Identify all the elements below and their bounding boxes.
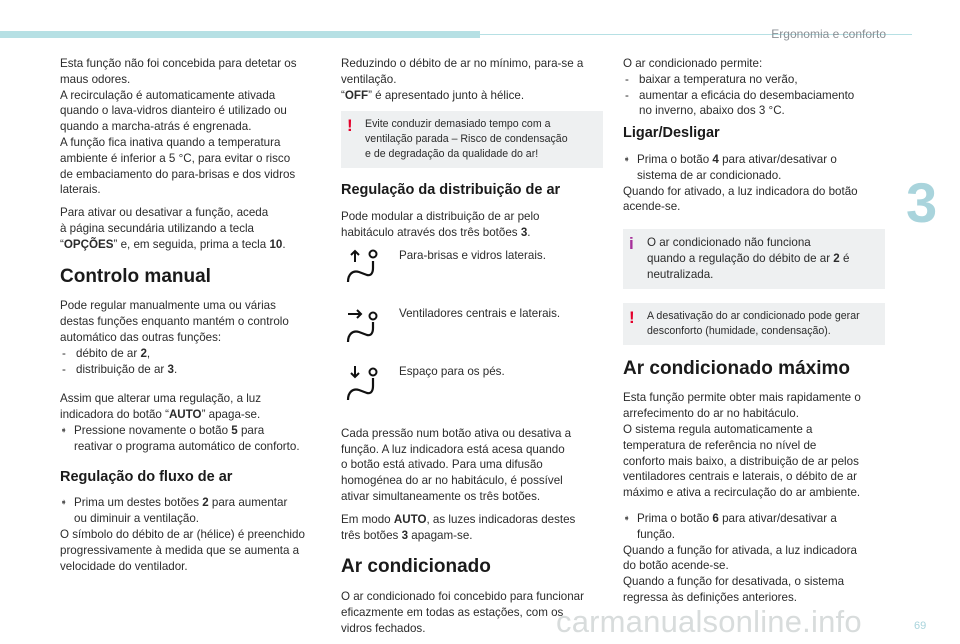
- distribution-item-feet: Espaço para os pés.: [341, 364, 603, 416]
- distribution-item-vents: Ventiladores centrais e laterais.: [341, 306, 603, 358]
- heading-manual-control: Controlo manual: [60, 265, 211, 287]
- info-box: i O ar condicionado não funciona quando a regulação do débito de ar 2 é neutralizada.: [623, 229, 885, 288]
- heading-on-off: Ligar/Desligar: [623, 125, 720, 142]
- step-arrow-icon: ➧: [623, 512, 631, 523]
- warning-box: ! Evite conduzir demasiado tempo com a ventilação parada – Risco de condensação e de degradação da qualidade do ar!: [341, 111, 603, 168]
- step-arrow-icon: ➧: [60, 497, 68, 508]
- list-item: - baixar a temperatura no verão,: [623, 72, 885, 88]
- footer-watermark: carmanualsonline.info: [556, 604, 862, 639]
- windscreen-airflow-icon: [345, 248, 381, 286]
- heading-air-conditioning: Ar condicionado: [341, 556, 491, 578]
- ac-allows-paragraph: O ar condicionado permite: - baixar a temperatura no verão, - aumentar a eficácia do desembaciamento no inverno, abaixo dos 3 °C.: [623, 56, 885, 119]
- warning-box: ! A desativação do ar condicionado pode gerar desconforto (humidade, condensação).: [623, 303, 885, 345]
- step-item: ➧ Pressione novamente o botão 5 para: [60, 423, 265, 437]
- info-icon: i: [629, 234, 634, 254]
- manual-paragraph: Pode regular manualmente uma ou várias destas funções enquanto mantém o controlo automático das outras funções: - débito de ar 2, - distribuição de ar 3.: [60, 298, 322, 377]
- heading-air-distribution: Regulação da distribuição de ar: [341, 182, 561, 199]
- buttons-paragraph: Cada pressão num botão ativa ou desativa a função. A luz indicadora está acesa quando o botão está ativado. Para uma difusão homogénea do ar no habitáculo, é possível ativar simultaneamente os três botões.: [341, 426, 572, 503]
- warning-icon: !: [629, 307, 635, 327]
- page-number: 69: [914, 620, 927, 632]
- warning-icon: !: [347, 116, 353, 136]
- distribution-paragraph: Pode modular a distribuição de ar pelo habitáculo através dos três botões 3.: [341, 210, 540, 239]
- heading-air-flow: Regulação do fluxo de ar: [60, 468, 233, 485]
- max-ac-steps-paragraph: ➧ Prima o botão 6 para ativar/desativar a função. Quando a função for ativada, a luz indicadora do botão acende-se. Quando a função for desativada, o sistema regressa às definições anteriores.: [623, 511, 885, 606]
- step-item: ➧ Prima o botão 6 para ativar/desativar a: [623, 511, 837, 525]
- header-accent-bar: [0, 31, 480, 38]
- auto-mode-paragraph: Em modo AUTO, as luzes indicadoras destes três botões 3 apagam-se.: [341, 512, 576, 542]
- list-item: - distribuição de ar 3.: [60, 362, 322, 378]
- distribution-item-windscreen: Para-brisas e vidros laterais.: [341, 248, 603, 300]
- section-title: Ergonomia e conforto: [771, 27, 886, 41]
- ventilation-paragraph: Reduzindo o débito de ar no mínimo, para-se a ventilação. “OFF” é apresentado junto à hélice.: [341, 57, 584, 102]
- column-left: [60, 56, 322, 581]
- recirculation-paragraph: Esta função não foi concebida para detetar os maus odores. A recirculação é automaticamente ativada quando o lava-vidros dianteiro é utilizado ou quando a marcha-atrás é engrenada. A função fica inativa quando a temperatura ambiente é inferior a 5 °C, para evitar o risco de embaciamento do para-brisas e dos vidros laterais.: [60, 57, 297, 197]
- air-conditioning-paragraph: O ar condicionado foi concebido para funcionar eficazmente em todas as estações, com os vidros fechados.: [341, 590, 584, 635]
- column-middle: [341, 56, 603, 644]
- air-flow-paragraph: ➧ Prima um destes botões 2 para aumentar ou diminuir a ventilação. O símbolo do débito de ar (hélice) é preenchido progressivamente à medida que se aumenta a velocidade do ventilador.: [60, 495, 322, 574]
- step-item: ➧ Prima um destes botões 2 para aumentar: [60, 496, 288, 510]
- footwell-airflow-icon: [345, 364, 381, 402]
- step-arrow-icon: ➧: [623, 153, 631, 164]
- list-item: - débito de ar 2,: [60, 346, 322, 362]
- step-item: ➧ Prima o botão 4 para ativar/desativar o: [623, 152, 837, 166]
- auto-paragraph: Assim que alterar uma regulação, a luz indicadora do botão “AUTO” apaga-se. ➧ Pressione novamente o botão 5 para reativar o programa automático de conforto.: [60, 391, 322, 454]
- list-item: - aumentar a eficácia do desembaciamento: [623, 88, 885, 104]
- chapter-number: 3: [906, 171, 938, 234]
- max-ac-paragraph: Esta função permite obter mais rapidamente o arrefecimento do ar no habitáculo. O sistema regula automaticamente a temperatura de referência no nível de conforto mais baixo, a distribuição de ar pelos ventiladores centrais e laterais, o débito de ar máximo e ativa a recirculação do ar ambiente.: [623, 391, 861, 500]
- step-arrow-icon: ➧: [60, 424, 68, 435]
- face-vents-airflow-icon: [345, 306, 381, 344]
- heading-max-air-conditioning: Ar condicionado máximo: [623, 357, 850, 379]
- options-paragraph: Para ativar ou desativar a função, aceda à página secundária utilizando a tecla “OPÇÕES” e, em seguida, prima a tecla 10.: [60, 206, 286, 251]
- on-off-paragraph: ➧ Prima o botão 4 para ativar/desativar o sistema de ar condicionado. Quando for ativado, a luz indicadora do botão acende-se.: [623, 152, 885, 215]
- column-right: [623, 56, 885, 613]
